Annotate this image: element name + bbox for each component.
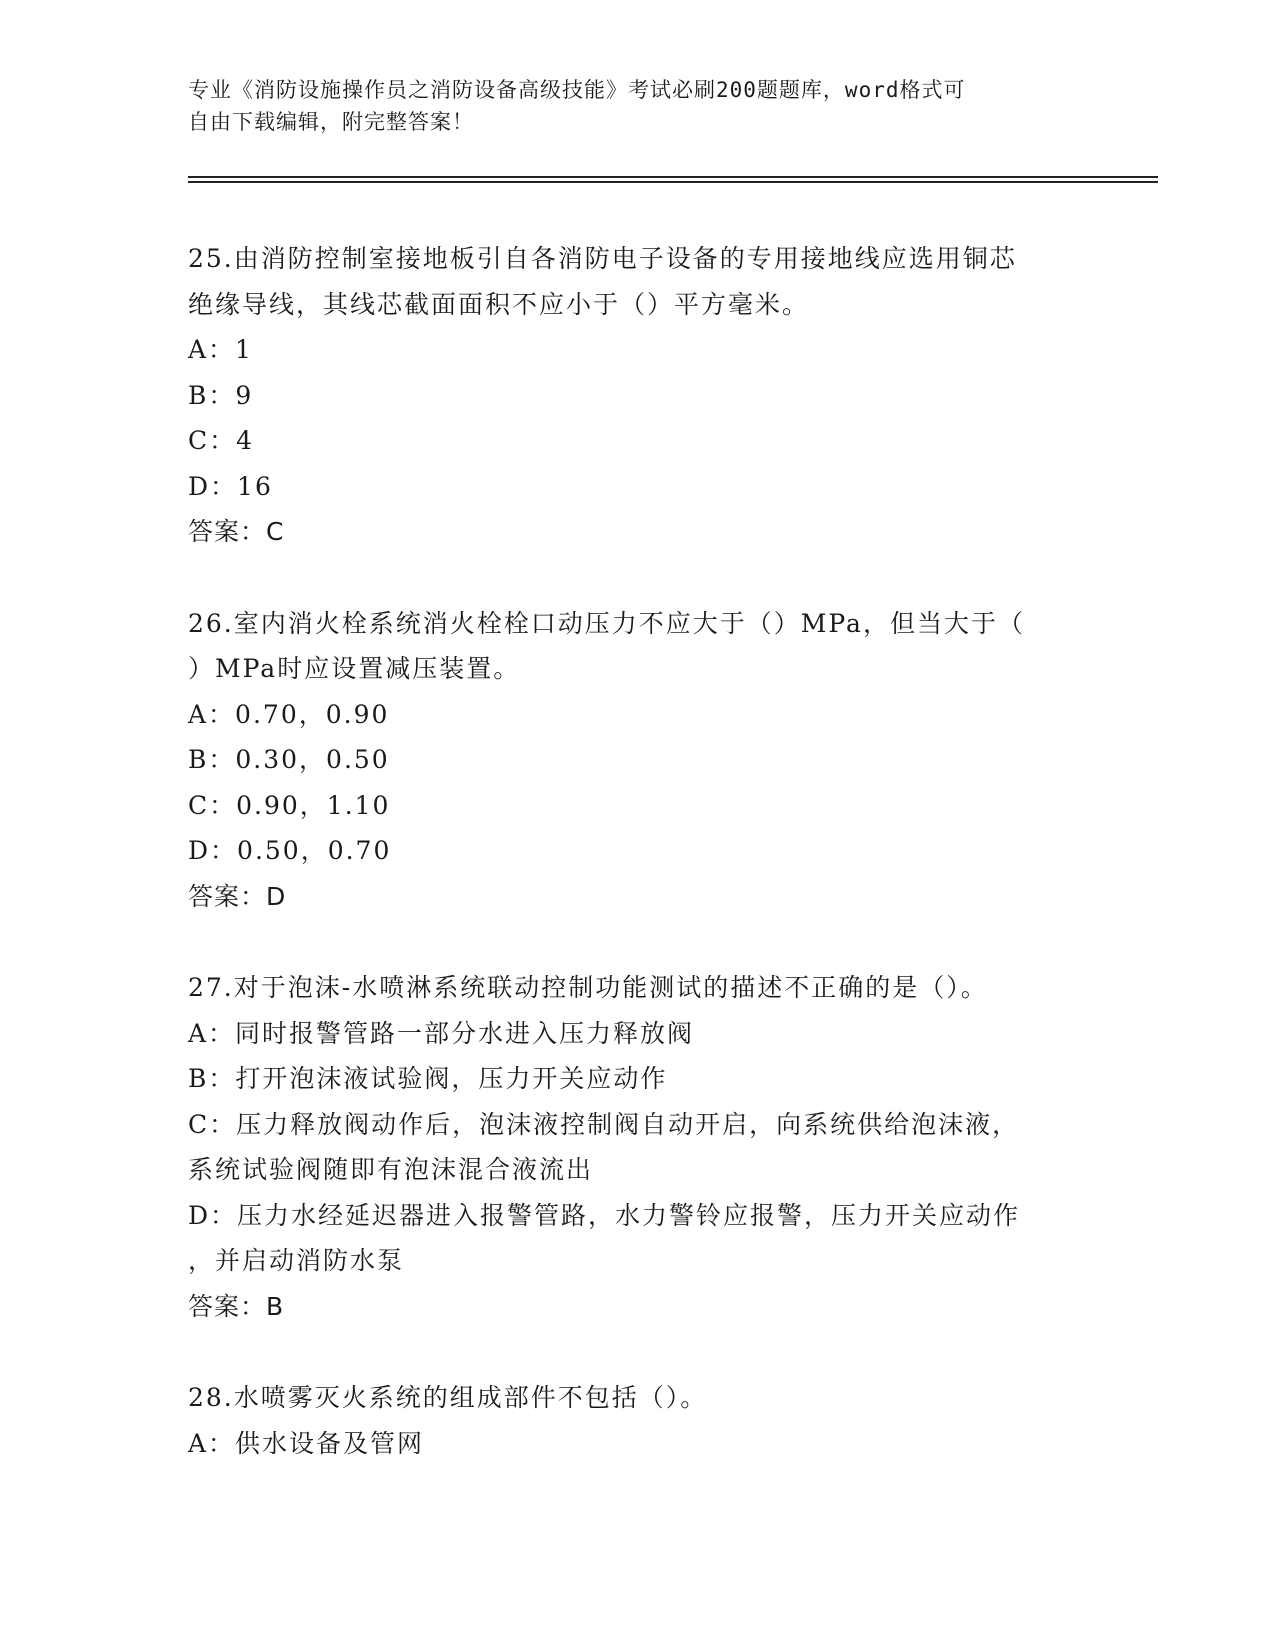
option-a: A：0.70，0.90 xyxy=(188,699,390,729)
option-b: B：9 xyxy=(188,380,254,410)
option-d-continued: ，并启动消防水泵 xyxy=(188,1246,405,1275)
option-a: A：供水设备及管网 xyxy=(188,1428,425,1458)
question-27 xyxy=(188,965,1088,1329)
header-divider xyxy=(188,176,1158,183)
question-stem: 27.对于泡沫-水喷淋系统联动控制功能测试的描述不正确的是（）。 xyxy=(188,973,988,1002)
answer-line: 答案：D xyxy=(188,881,287,911)
option-b: B：0.30，0.50 xyxy=(188,745,390,774)
header-title-line-1: 专业《消防设施操作员之消防设备高级技能》考试必刷200题题库，word格式可 xyxy=(188,78,966,102)
question-stem: 26.室内消火栓系统消火栓栓口动压力不应大于（）MPa，但当大于（ xyxy=(188,608,1025,638)
question-list xyxy=(188,236,1088,1512)
option-d: D：压力水经延迟器进入报警管路，水力警铃应报警，压力开关应动作 xyxy=(188,1200,1021,1230)
option-c: C：压力释放阀动作后，泡沫液控制阀自动开启，向系统供给泡沫液， xyxy=(188,1109,1020,1139)
question-stem: ）MPa时应设置减压装置。 xyxy=(188,654,521,683)
option-c: C：4 xyxy=(188,426,255,455)
question-26 xyxy=(188,601,1088,920)
option-a: A：同时报警管路一部分水进入压力释放阀 xyxy=(188,1018,695,1048)
option-a: A：1 xyxy=(188,335,253,364)
option-d: D：0.50，0.70 xyxy=(188,836,392,865)
question-stem: 绝缘导线，其线芯截面面积不应小于（）平方毫米。 xyxy=(188,289,810,319)
question-25 xyxy=(188,236,1088,555)
document-header xyxy=(188,74,1068,138)
option-d: D：16 xyxy=(188,471,273,501)
option-c: C：0.90，1.10 xyxy=(188,790,391,820)
question-28 xyxy=(188,1375,1088,1466)
option-c-continued: 系统试验阀随即有泡沫混合液流出 xyxy=(188,1155,594,1184)
option-b: B：打开泡沫液试验阀，压力开关应动作 xyxy=(188,1064,668,1093)
question-stem: 25.由消防控制室接地板引自各消防电子设备的专用接地线应选用铜芯 xyxy=(188,244,1017,273)
question-stem: 28.水喷雾灭火系统的组成部件不包括（）。 xyxy=(188,1383,708,1412)
answer-line: 答案：C xyxy=(188,517,285,546)
header-title-line-2: 自由下载编辑，附完整答案！ xyxy=(188,110,474,134)
answer-line: 答案：B xyxy=(188,1291,285,1321)
